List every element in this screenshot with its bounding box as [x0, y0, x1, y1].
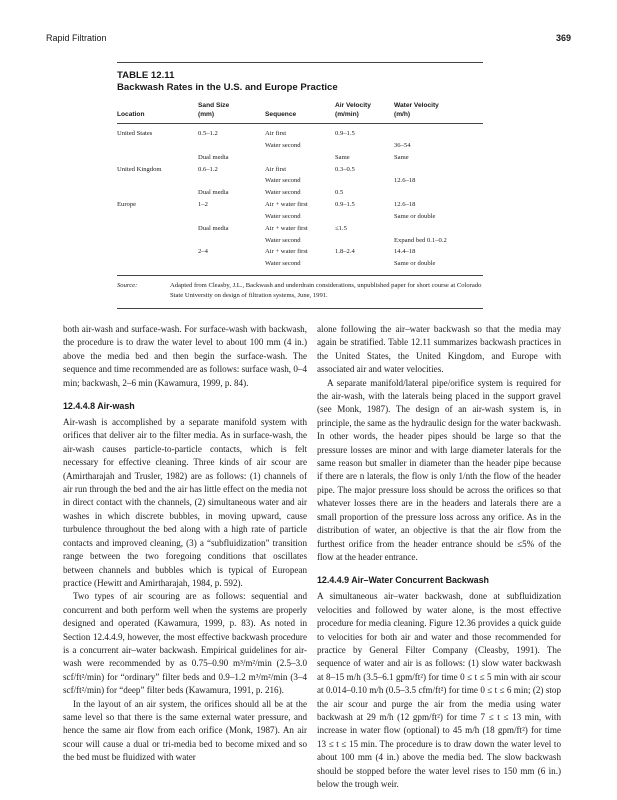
- table-cell: Air + water first: [265, 248, 308, 256]
- table-row: [117, 164, 483, 176]
- table-title: Backwash Rates in the U.S. and Europe Practice: [117, 82, 338, 93]
- table-cell: [335, 175, 394, 187]
- header-sequence: Sequence: [265, 110, 335, 124]
- running-header: [46, 33, 571, 47]
- table-cell: Air + water first: [265, 224, 308, 232]
- paragraph: Two types of air scouring are as follows: sequential and concurrent and both perform well when the systems are properly designed and operated (Kawamura, 1999, p. 83). As noted in Section 12.4.4.9, however, the most effective backwash procedure is a concurrent air–water backwash. Empirical guidelines for air-wash were recommended by as 0.75–0.90 m³/m²/min (2.5–3.0 scf/ft²/min) for “ordinary” filter beds and 0.9–1.2 m³/m²/min (3–4 scf/ft²/min) for “deep” filter beds (Kawamura, 1991, p. 216).: [63, 591, 307, 696]
- table-cell: [335, 258, 394, 275]
- table-cell: [335, 235, 394, 247]
- table-cell: [117, 175, 198, 187]
- table-cell: Air first: [265, 165, 287, 173]
- table-cell: Dual media: [198, 224, 229, 232]
- right-column: [317, 323, 561, 791]
- table-cell: Same or double: [394, 260, 436, 268]
- table-cell: Same or double: [394, 212, 436, 220]
- header-air-unit: (m/min): [335, 110, 394, 124]
- running-title: Rapid Filtration: [46, 33, 107, 43]
- table-cell: Expand bed 0.1–0.2: [394, 236, 447, 244]
- table-cell: [117, 187, 198, 199]
- table-cell: 0.9–1.5: [335, 130, 355, 137]
- paragraph: both air-wash and surface-wash. For surface-wash with backwash, the procedure is to draw the water level to about 100 mm (4 in.) above the media bed and then begin the surface-wash. The sequence and time recommended are as follows: surface wash, 0–4 min; backwash, 2–6 min (Kawamura, 1999, p. 84).: [63, 324, 307, 388]
- table-cell: Same: [394, 153, 409, 161]
- table-cell: [198, 175, 265, 187]
- table-bottom-rule: [117, 275, 483, 276]
- paragraph: A simultaneous air–water backwash, done at subfluidization velocities and followed by water alone, is the most effective procedure for media cleaning. Figure 12.36 provides a quick guide to velocities for both air and water and those recommended for practice by General Filter Company (Cleasby, 1991). The sequence of water and air is as follows: (1) slow water backwash at 8–15 m/h (3.5–6.1 gpm/ft²) for time 0 ≤ t ≤ 5 min with air scour at 0.014–0.10 m/h (0.5–3.5 cfm/ft²) for time 0 ≤ t ≤ 6 min; (2) stop the air scour and purge the air from the media using water backwash at 29 m/h (12 gpm/ft²) for time 7 ≤ t ≤ 13 min, with increase in water flow (optional) to 45 m/h (18 gpm/ft²) for time 13 ≤ t ≤ 15 min. The procedure is to draw down the water level to about 100 mm (4 in.) above the media bed. The slow backwash should be stopped before the water level rises to 150 mm (6 in.) below the trough weir.: [317, 591, 561, 789]
- table-cell: Water second: [265, 177, 301, 185]
- table-cell: United Kingdom: [117, 165, 162, 173]
- table-cell: Dual media: [198, 153, 229, 161]
- table-row: [117, 199, 483, 211]
- paragraph: In the layout of an air system, the orifices should all be at the same level so that there is the same external water pressure, and hence the same air flow from each orifice (Monk, 1987). An air scour will cause a dual or tri-media bed to become mixed and so the bed must be fluidized with water: [63, 698, 307, 763]
- table-row: [117, 235, 483, 247]
- table-row: [117, 223, 483, 235]
- block-end-rule: [117, 308, 483, 309]
- table-cell: 0.6–1.2: [198, 165, 218, 173]
- table-cell: [394, 164, 483, 176]
- header-sand-size: Sand Size: [198, 102, 230, 109]
- table-cell: [394, 187, 483, 199]
- header-water-velocity: Water Velocity: [394, 102, 439, 109]
- table-row: [117, 187, 483, 199]
- table-cell: [117, 211, 198, 223]
- table-cell: 1–2: [198, 201, 208, 209]
- table-cell: [117, 258, 198, 275]
- header-water-unit: (m/h): [394, 110, 483, 124]
- table-cell: Water second: [265, 212, 301, 220]
- table-number: TABLE 12.11: [117, 70, 175, 81]
- table-cell: [117, 223, 198, 235]
- table-cell: Water second: [265, 141, 301, 149]
- table-cell: [117, 235, 198, 247]
- table-cell: Air + water first: [265, 201, 308, 209]
- table-cell: 12.6–18: [394, 177, 416, 185]
- table-cell: Same: [335, 153, 350, 161]
- table-cell: Water second: [265, 236, 301, 244]
- table-row: [117, 175, 483, 187]
- table-cell: 0.5: [335, 189, 344, 197]
- table-row: [117, 211, 483, 223]
- backwash-table-block: [117, 62, 483, 309]
- table-cell: [335, 211, 394, 223]
- table-cell: Water second: [265, 189, 301, 197]
- section-heading-air-wash: 12.4.4.8 Air-wash: [63, 401, 135, 412]
- table-top-rule: [117, 62, 483, 63]
- paragraph: alone following the air–water backwash so that the media may again be stratified. Table 12.11 summarizes backwash practices in the United States, the United Kingdom, and Europe with associated air and water velocities.: [317, 324, 561, 375]
- table-cell: Water second: [265, 260, 301, 268]
- table-cell: [117, 140, 198, 152]
- table-cell: Air first: [265, 130, 287, 137]
- table-cell: [198, 140, 265, 152]
- paragraph: A separate manifold/lateral pipe/orifice system is required for the air-wash, with the laterals being placed in the support gravel (see Monk, 1987). The design of an air-wash system is, in principle, the same as the hydraulic design for the water backwash. In other words, the header pipes should be large so that the pressure losses are minor and with large diameter laterals for the same reason but smaller in diameter than the header pipe because if there are n laterals, the flow is only 1/nth the flow of the header pipe. The major pressure loss should be across the orifices so that whatever losses there are in the headers and laterals there are a small proportion of the pressure loss across any orifice. As in the distribution of water, an objective is that the air flow from the furthest orifice from the header entrance should be ≤5% of the flow at the header entrance.: [317, 377, 561, 562]
- table-cell: [198, 235, 265, 247]
- source-label: Source:: [117, 282, 138, 290]
- page-number: 369: [555, 33, 571, 43]
- table-source-note: [117, 281, 483, 308]
- paragraph: Air-wash is accomplished by a separate manifold system with orifices that deliver air to the filter media. As in surface-wash, the air-wash causes particle-to-particle contacts, which is felt necessary for effective cleaning. Three kinds of air scour are (Amirtharajah and Trusler, 1982) are as follows: (1) channels of air run through the bed and the air has little effect on the media not in direct contact with the channels, (2) simultaneous water and air washes in which discrete bubbles, in moving upward, cause turbulence throughout the bed along with a high rate of particle contacts and improved cleaning, (3) a “subfluidization” transition range between the two foregoing conditions that oscillates between channels and bubbles which is typical of European practice (Hewitt and Amirtharajah, 1984, p. 592).: [63, 417, 307, 588]
- table-row: [117, 258, 483, 275]
- table-cell: [117, 246, 198, 258]
- source-text: Adapted from Cleasby, J.L., Backwash and underdrain considerations, unpublished paper for short course at Colorado State University on design of filtration systems, June, 1991.: [170, 282, 482, 299]
- table-cell: 14.4–18: [394, 248, 416, 256]
- section-heading-air-water-backwash: 12.4.4.9 Air–Water Concurrent Backwash: [317, 575, 489, 586]
- table-cell: [394, 124, 483, 140]
- table-cell: [394, 223, 483, 235]
- table-cell: [335, 140, 394, 152]
- header-air-velocity: Air Velocity: [335, 102, 371, 109]
- table-cell: 2–4: [198, 248, 208, 256]
- table-cell: 36–54: [394, 141, 411, 149]
- table-cell: 12.6–18: [394, 201, 416, 209]
- left-column: [63, 323, 307, 765]
- table-cell: Europe: [117, 201, 137, 209]
- table-cell: ≤1.5: [335, 224, 347, 232]
- table-cell: 0.9–1.5: [335, 201, 355, 209]
- backwash-rates-table: [117, 101, 483, 275]
- table-cell: Dual media: [198, 189, 229, 197]
- header-sand-size-unit: (mm): [198, 110, 265, 124]
- table-cell: [117, 152, 198, 164]
- header-location: Location: [117, 110, 198, 124]
- table-cell: 0.5–1.2: [198, 130, 218, 137]
- table-cell: 0.3–0.5: [335, 165, 355, 173]
- table-cell: [198, 211, 265, 223]
- table-cell: [198, 258, 265, 275]
- table-cell: United States: [117, 130, 153, 137]
- table-row: [117, 124, 483, 140]
- table-cell: [265, 152, 335, 164]
- table-row: [117, 152, 483, 164]
- table-row: [117, 246, 483, 258]
- table-row: [117, 140, 483, 152]
- table-cell: 1.8–2.4: [335, 248, 355, 256]
